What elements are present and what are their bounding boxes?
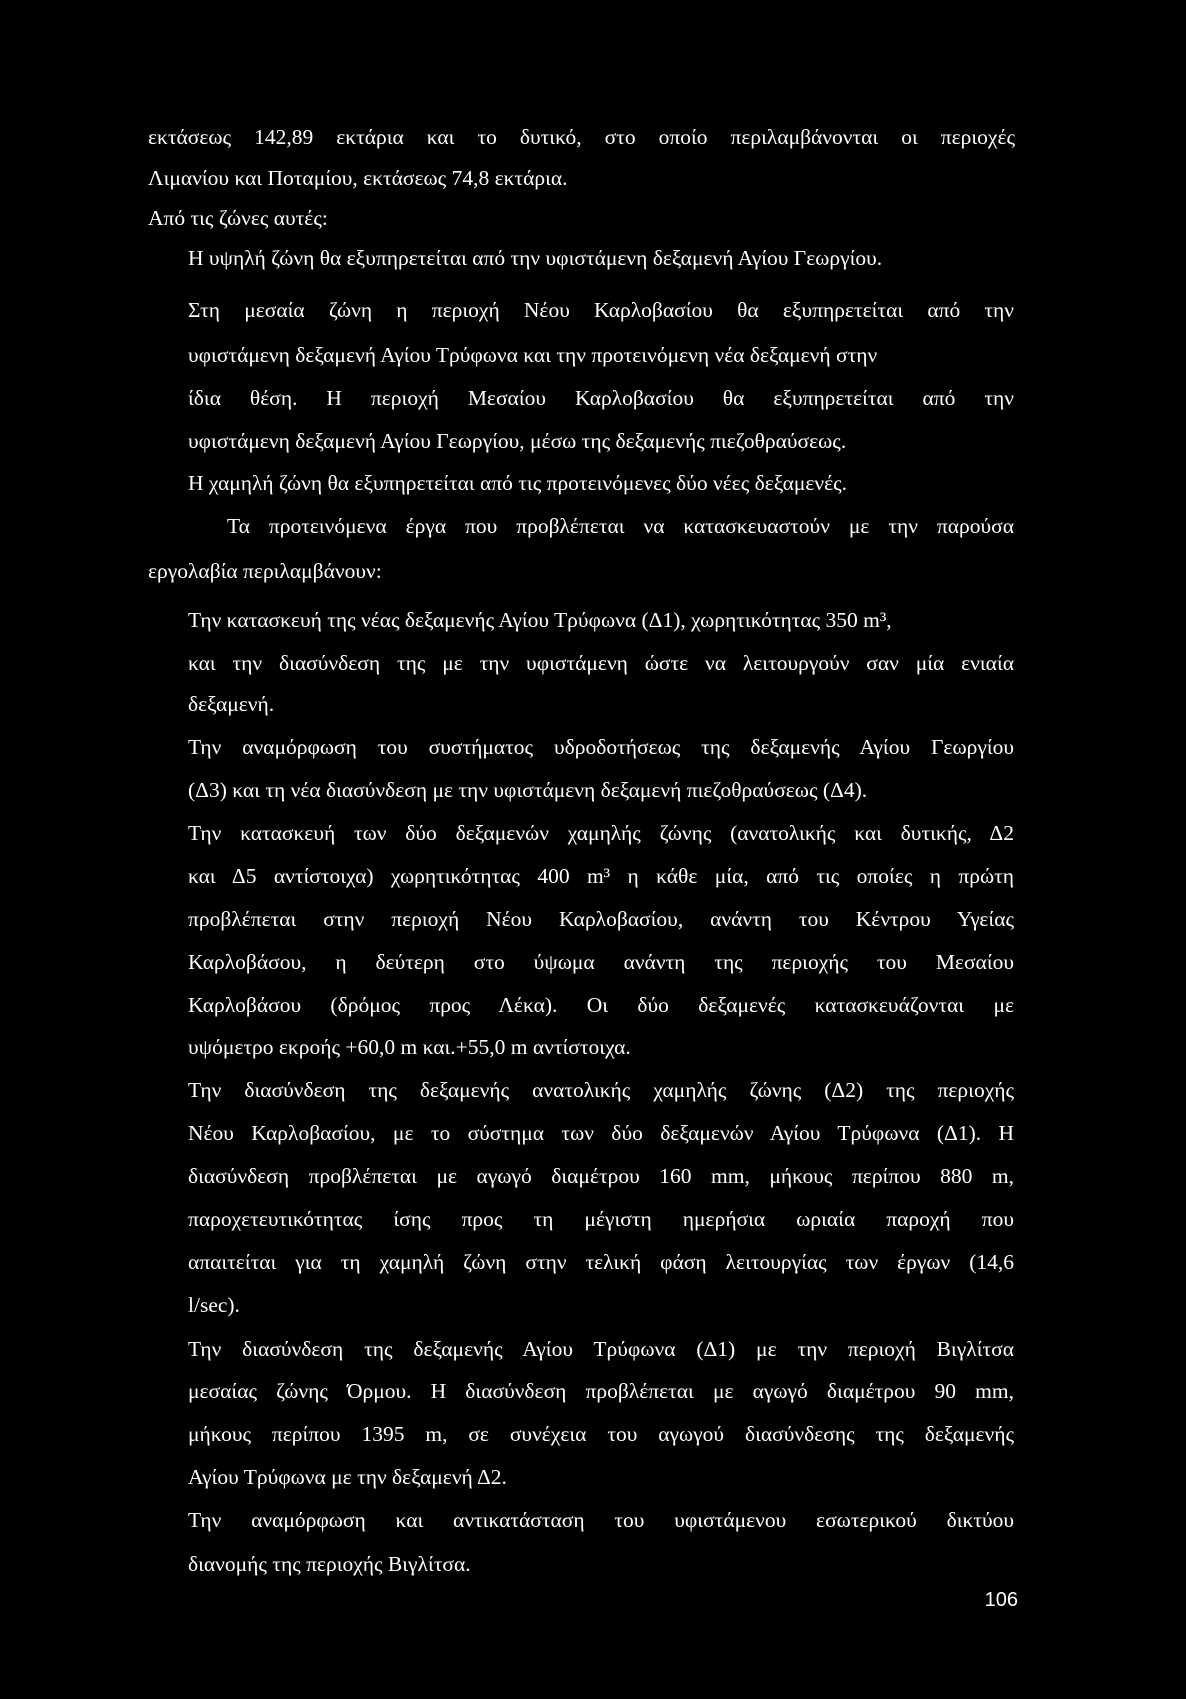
text-line: Λιμανίου και Ποταμίου, εκτάσεως 74,8 εκτάρια. [148,166,568,190]
text-line: εργολαβία περιλαμβάνουν: [148,559,382,583]
text-line: Η υψηλή ζώνη θα εξυπηρετείται από την υφιστάμενη δεξαμενή Αγίου Γεωργίου. [188,246,883,270]
text-line: μήκους περίπου 1395 m, σε συνέχεια του αγωγού διασύνδεσης της δεξαμενής [188,1422,1014,1446]
page-number: 106 [984,1589,1018,1611]
text-line: και την διασύνδεση της με την υφιστάμενη ώστε να λειτουργούν σαν μία ενιαία [188,651,1014,675]
text-line: (Δ3) και τη νέα διασύνδεση με την υφιστάμενη δεξαμενή πιεζοθραύσεως (Δ4). [188,778,868,802]
text-line: Τα προτεινόμενα έργα που προβλέπεται να κατασκευαστούν με την παρούσα [227,514,1014,538]
text-line: παροχετευτικότητας ίσης προς τη μέγιστη ημερήσια ωριαία παροχή που [188,1207,1014,1231]
text-line: Την διασύνδεση της δεξαμενής ανατολικής χαμηλής ζώνης (Δ2) της περιοχής [188,1078,1014,1102]
text-line: Καρλοβάσου (δρόμος προς Λέκα). Οι δύο δεξαμενές κατασκευάζονται με [188,993,1014,1017]
text-line: Την διασύνδεση της δεξαμενής Αγίου Τρύφωνα (Δ1) με την περιοχή Βιγλίτσα [188,1337,1014,1361]
text-line: διασύνδεση προβλέπεται με αγωγό διαμέτρου 160 mm, μήκους περίπου 880 m, [188,1164,1014,1188]
text-line: μεσαίας ζώνης Όρμου. Η διασύνδεση προβλέπεται με αγωγό διαμέτρου 90 mm, [188,1379,1014,1403]
text-line: Από τις ζώνες αυτές: [148,206,328,230]
text-line: Νέου Καρλοβασίου, με το σύστημα των δύο δεξαμενών Αγίου Τρύφωνα (Δ1). Η [188,1121,1014,1145]
text-line: Καρλοβάσου, η δεύτερη στο ύψωμα ανάντη της περιοχής του Μεσαίου [188,950,1014,974]
text-line: Στη μεσαία ζώνη η περιοχή Νέου Καρλοβασίου θα εξυπηρετείται από την [188,298,1014,322]
text-line: Η χαμηλή ζώνη θα εξυπηρετείται από τις προτεινόμενες δύο νέες δεξαμενές. [188,471,848,495]
text-line: Την αναμόρφωση και αντικατάσταση του υφιστάμενου εσωτερικού δικτύου [188,1508,1014,1532]
text-line: l/sec). [188,1293,240,1317]
text-line: δεξαμενή. [188,692,275,716]
text-line: διανομής της περιοχής Βιγλίτσα. [188,1552,471,1576]
text-line: προβλέπεται στην περιοχή Νέου Καρλοβασίου, ανάντη του Κέντρου Υγείας [188,907,1014,931]
text-line: Την αναμόρφωση του συστήματος υδροδοτήσεως της δεξαμενής Αγίου Γεωργίου [188,735,1014,759]
text-line: Την κατασκευή των δύο δεξαμενών χαμηλής ζώνης (ανατολικής και δυτικής, Δ2 [188,821,1014,845]
text-line: υφιστάμενη δεξαμενή Αγίου Τρύφωνα και την προτεινόμενη νέα δεξαμενή στην [188,343,878,367]
text-line: Την κατασκευή της νέας δεξαμενής Αγίου Τρύφωνα (Δ1), χωρητικότητας 350 m³, [188,608,892,632]
text-line: υφιστάμενη δεξαμενή Αγίου Γεωργίου, μέσω της δεξαμενής πιεζοθραύσεως. [188,429,847,453]
text-line: ίδια θέση. Η περιοχή Μεσαίου Καρλοβασίου θα εξυπηρετείται από την [188,386,1014,410]
text-line: και Δ5 αντίστοιχα) χωρητικότητας 400 m³ η κάθε μία, από τις οποίες η πρώτη [188,864,1014,888]
text-line: Αγίου Τρύφωνα με την δεξαμενή Δ2. [188,1465,507,1489]
text-line: εκτάσεως 142,89 εκτάρια και το δυτικό, στο οποίο περιλαμβάνονται οι περιοχές [148,125,1015,149]
text-line: απαιτείται για τη χαμηλή ζώνη στην τελική φάση λειτουργίας των έργων (14,6 [188,1250,1014,1274]
text-line: υψόμετρο εκροής +60,0 m και.+55,0 m αντίστοιχα. [188,1035,631,1059]
